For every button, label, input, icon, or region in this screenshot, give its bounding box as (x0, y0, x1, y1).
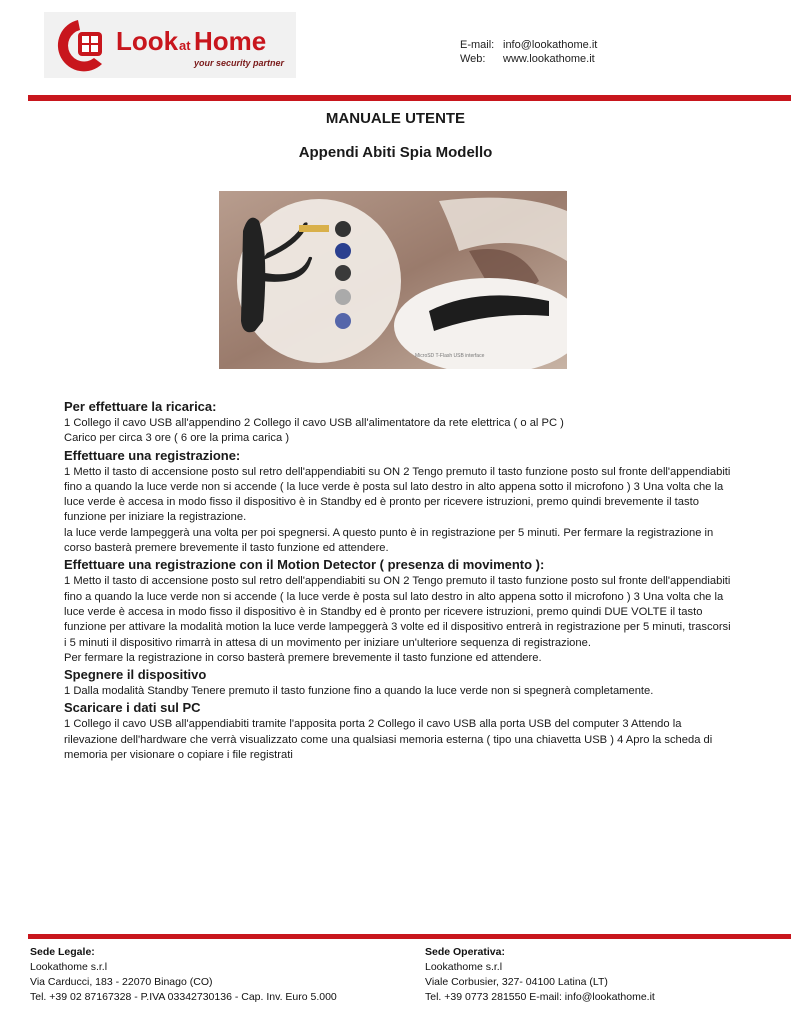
footer-operative (425, 945, 655, 1005)
svg-text:MicroSD T-Flash USB interfac: MicroSD T-Flash USB interface (415, 353, 485, 359)
footer-legal (30, 945, 337, 1005)
product-photo (219, 191, 567, 369)
svg-text:your security partner: your security partner (194, 58, 285, 68)
header-contact (460, 38, 597, 66)
section-heading: Scaricare i dati sul PC (64, 700, 201, 716)
section-paragraph: 1 Collego il cavo USB all'appendiabiti tramite l'apposita porta 2 Collego il cavo USB alla porta USB del computer 3 Attendo la rilevazione dell'hardware che verrà visualizzato come una qualsiasi memoria esterna ( tipo una chiavetta USB ) 4 Apro la scheda di memoria per visionare o copiare i file registrati (64, 718, 713, 762)
section-paragraph: la luce verde lampeggerà una volta per poi spegnersi. A questo punto è in registrazione per 5 minuti. Per fermare la registrazione in corso basterà premere brevemente il tasto funzione ed attendere. (64, 526, 714, 555)
footer-legal-contacts: Tel. +39 02 87167328 - P.IVA 03342730136 - Cap. Inv. Euro 5.000 (30, 991, 337, 1003)
section-paragraph: Carico per circa 3 ore ( 6 ore la prima carica ) (64, 432, 290, 445)
section-paragraph: 1 Metto il tasto di accensione posto sul retro dell'appendiabiti su ON 2 Tengo premuto il tasto funzione posto sul fronte dell'appendiabiti fino a quando la luce verde non si accende ( la luce verde è posta sul lato destro in alto appena sotto il microfono ) 3 Una volta che la luce verde è accesa in modo fisso il dispositivo è in Standby ed è pronto per ricevere istruzioni, premo quindi DUE VOLTE il tasto funzione per attivare la modalità motion la luce verde lampeggerà 3 volte ed il dispositivo entrerà in registrazione per 5 minuti, trascorsi i 5 minuti il dispositivo rimarrà in attesa di un movimento per iniziare un'ulteriore sequenza di registrazione. (64, 575, 731, 649)
document-subtitle: Appendi Abiti Spia Modello (298, 144, 493, 161)
section-heading: Effettuare una registrazione: (64, 447, 241, 463)
web-value[interactable]: www.lookathome.it (503, 53, 595, 65)
footer-operative-contacts: Tel. +39 0773 281550 E-mail: info@lookathome.it (425, 991, 655, 1003)
section-paragraph: 1 Metto il tasto di accensione posto sul retro dell'appendiabiti su ON 2 Tengo premuto il tasto funzione posto sul fronte dell'appendiabiti fino a quando la luce verde non si accende ( la luce verde è posta sul lato destro in alto appena sotto il microfono ) 3 Una volta che la luce verde è accesa in modo fisso il dispositivo è in Standby ed è pronto per ricevere istruzioni, premo quindi brevemente il tasto funzione per iniziare la registrazione. (64, 465, 731, 524)
svg-text:Look: Look (116, 26, 179, 56)
section-paragraph: Per fermare la registrazione in corso basterà premere brevemente il tasto funzione ed attendere. (64, 651, 542, 664)
web-label: Web: (460, 53, 486, 65)
section-heading: Effettuare una registrazione con il Motion Detector ( presenza di movimento ): (64, 557, 545, 573)
section-heading: Spegnere il dispositivo (64, 667, 207, 683)
header-divider (28, 95, 791, 101)
section-heading: Per effettuare la ricarica: (64, 399, 217, 414)
svg-text:at: at (179, 38, 191, 53)
footer-operative-company: Lookathome s.r.l (425, 961, 503, 973)
footer-legal-company: Lookathome s.r.l (30, 961, 108, 973)
footer-operative-heading: Sede Operativa: (425, 946, 505, 958)
document-title: MANUALE UTENTE (325, 110, 466, 127)
manual-content (64, 398, 734, 763)
section-paragraph: 1 Dalla modalità Standby Tenere premuto il tasto funzione fino a quando la luce verde non si spegnerà completamente. (64, 685, 654, 698)
lookathome-logo (44, 12, 296, 78)
footer-operative-address: Viale Corbusier, 327- 04100 Latina (LT) (425, 976, 608, 988)
email-label: E-mail: (460, 39, 495, 51)
footer-legal-address: Via Carducci, 183 - 22070 Binago (CO) (30, 976, 213, 988)
footer-divider (28, 934, 791, 939)
svg-text:Home: Home (194, 26, 267, 56)
section-paragraph: 1 Collego il cavo USB all'appendino 2 Collego il cavo USB all'alimentatore da rete elettrica ( o al PC ) (64, 417, 564, 429)
footer-legal-heading: Sede Legale: (30, 946, 95, 958)
email-value[interactable]: info@lookathome.it (503, 39, 598, 51)
